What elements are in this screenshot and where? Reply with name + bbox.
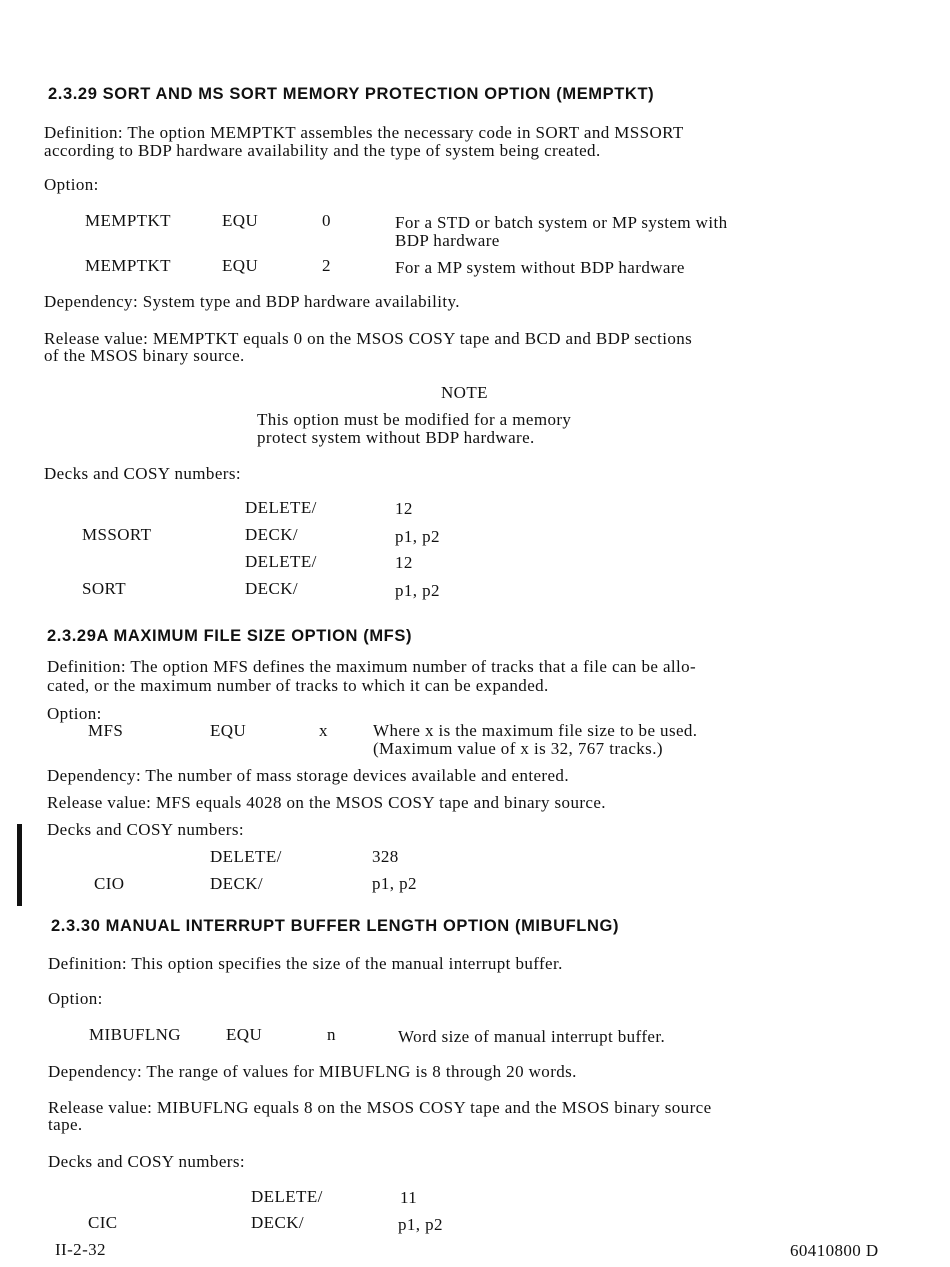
- deck-name: SORT: [82, 579, 127, 598]
- option-value: x: [319, 721, 328, 740]
- dependency-text: Dependency: System type and BDP hardware availability.: [44, 292, 460, 311]
- release-line-2: tape.: [48, 1115, 83, 1134]
- deck-command: DELETE/: [245, 498, 317, 517]
- release-text: Release value: MFS equals 4028 on the MSOS COSY tape and binary source.: [47, 793, 606, 812]
- option-description-line-1: For a STD or batch system or MP system with: [395, 213, 728, 232]
- deck-command: DECK/: [245, 525, 298, 544]
- deck-number: 11: [400, 1188, 418, 1207]
- option-description-line-2: (Maximum value of x is 32, 767 tracks.): [373, 739, 663, 758]
- definition-line-1: Definition: The option MEMPTKT assembles the necessary code in SORT and MSSORT: [44, 123, 684, 142]
- option-value: n: [327, 1025, 336, 1044]
- deck-command: DELETE/: [251, 1187, 323, 1206]
- option-name: MIBUFLNG: [89, 1025, 181, 1044]
- deck-command: DELETE/: [245, 552, 317, 571]
- note-line-2: protect system without BDP hardware.: [257, 428, 535, 447]
- deck-command: DECK/: [210, 874, 263, 893]
- deck-number: p1, p2: [395, 527, 440, 546]
- deck-command: DELETE/: [210, 847, 282, 866]
- option-description-line-2: BDP hardware: [395, 231, 500, 250]
- note-line-1: This option must be modified for a memory: [257, 410, 572, 429]
- option-label: Option:: [47, 704, 102, 723]
- deck-number: 12: [395, 499, 413, 518]
- decks-label: Decks and COSY numbers:: [47, 820, 244, 839]
- deck-command: DECK/: [245, 579, 298, 598]
- option-equ: EQU: [222, 211, 259, 230]
- option-label: Option:: [44, 175, 99, 194]
- definition-line-2: according to BDP hardware availability and the type of system being created.: [44, 141, 601, 160]
- deck-name: CIC: [88, 1213, 118, 1232]
- option-value: 0: [322, 211, 331, 230]
- revision-change-bar: [17, 824, 22, 906]
- deck-number: p1, p2: [372, 874, 417, 893]
- decks-label: Decks and COSY numbers:: [44, 464, 241, 483]
- section-heading-mfs: 2.3.29A MAXIMUM FILE SIZE OPTION (MFS): [47, 627, 413, 645]
- option-equ: EQU: [210, 721, 247, 740]
- option-name: MEMPTKT: [85, 211, 171, 230]
- section-heading-mibuflng: 2.3.30 MANUAL INTERRUPT BUFFER LENGTH OPTION (MIBUFLNG): [51, 917, 620, 935]
- option-value: 2: [322, 256, 331, 275]
- definition-text: Definition: This option specifies the size of the manual interrupt buffer.: [48, 954, 563, 973]
- definition-line-2: cated, or the maximum number of tracks to which it can be expanded.: [47, 676, 549, 695]
- option-name: MFS: [88, 721, 124, 740]
- option-name: MEMPTKT: [85, 256, 171, 275]
- definition-line-1: Definition: The option MFS defines the maximum number of tracks that a file can be allo-: [47, 657, 697, 676]
- deck-number: 328: [372, 847, 399, 866]
- decks-label: Decks and COSY numbers:: [48, 1152, 245, 1171]
- option-description: For a MP system without BDP hardware: [395, 258, 685, 277]
- deck-command: DECK/: [251, 1213, 304, 1232]
- page-number: II-2-32: [55, 1240, 106, 1259]
- section-heading-memptkt: 2.3.29 SORT AND MS SORT MEMORY PROTECTION OPTION (MEMPTKT): [48, 85, 655, 103]
- deck-number: 12: [395, 553, 413, 572]
- deck-number: p1, p2: [398, 1215, 443, 1234]
- deck-name: CIO: [94, 874, 125, 893]
- note-title: NOTE: [441, 383, 488, 402]
- deck-number: p1, p2: [395, 581, 440, 600]
- option-label: Option:: [48, 989, 103, 1008]
- deck-name: MSSORT: [82, 525, 152, 544]
- dependency-text: Dependency: The range of values for MIBUFLNG is 8 through 20 words.: [48, 1062, 577, 1081]
- release-line-1: Release value: MIBUFLNG equals 8 on the MSOS COSY tape and the MSOS binary source: [48, 1098, 712, 1117]
- option-equ: EQU: [226, 1025, 263, 1044]
- release-line-1: Release value: MEMPTKT equals 0 on the MSOS COSY tape and BCD and BDP sections: [44, 329, 693, 348]
- option-description-line-1: Where x is the maximum file size to be used.: [373, 721, 698, 740]
- option-equ: EQU: [222, 256, 259, 275]
- document-number: 60410800 D: [790, 1241, 879, 1260]
- dependency-text: Dependency: The number of mass storage devices available and entered.: [47, 766, 569, 785]
- option-description: Word size of manual interrupt buffer.: [398, 1027, 666, 1046]
- release-line-2: of the MSOS binary source.: [44, 346, 245, 365]
